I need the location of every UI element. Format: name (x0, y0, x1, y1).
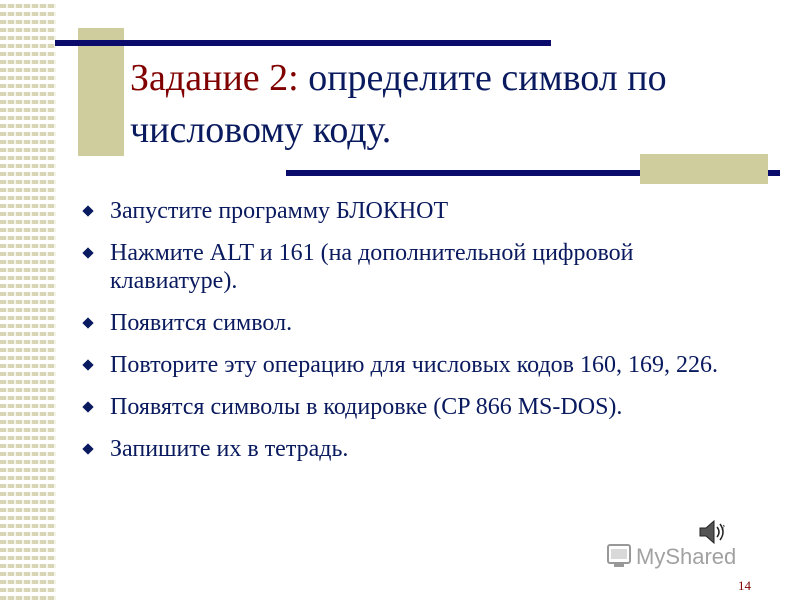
bullet-text: Появится символ. (110, 310, 293, 336)
top-accent-bar (55, 40, 551, 46)
bullet-diamond-icon (82, 205, 93, 216)
slide-title (130, 52, 770, 156)
slide-title-lead: Задание 2: (130, 57, 299, 99)
bullet-text: Запустите программу БЛОКНОТ (110, 198, 449, 224)
myshared-logo (606, 539, 756, 573)
left-striped-margin (0, 0, 56, 600)
list-item (80, 435, 730, 463)
svg-text:♪: ♪ (721, 524, 726, 532)
watermark-text: MyShared (636, 544, 737, 569)
right-accent-block (640, 154, 768, 184)
bullet-diamond-icon (82, 247, 93, 258)
bullet-diamond-icon (82, 317, 93, 328)
bullet-diamond-icon (82, 359, 93, 370)
bullet-text: Запишите их в тетрадь. (110, 436, 349, 462)
list-item (80, 393, 730, 421)
myshared-watermark (606, 538, 766, 574)
bullet-list (80, 197, 730, 477)
bullet-text: Появятся символы в кодировке (CP 866 MS-DOS). (110, 394, 623, 420)
list-item (80, 309, 730, 337)
bullet-text: Повторите эту операцию для числовых кодов 160, 169, 226. (110, 352, 718, 378)
title-accent-block (78, 28, 124, 156)
bullet-diamond-icon (82, 401, 93, 412)
list-item (80, 197, 730, 225)
list-item (80, 239, 730, 295)
page-number: 14 (738, 578, 751, 593)
list-item (80, 351, 730, 379)
bullet-diamond-icon (82, 443, 93, 454)
slide-title-rest: определите символ по числовому коду. (130, 57, 667, 151)
bullet-text: Нажмите ALT и 161 (на дополнительной цифровой клавиатуре). (110, 240, 634, 294)
